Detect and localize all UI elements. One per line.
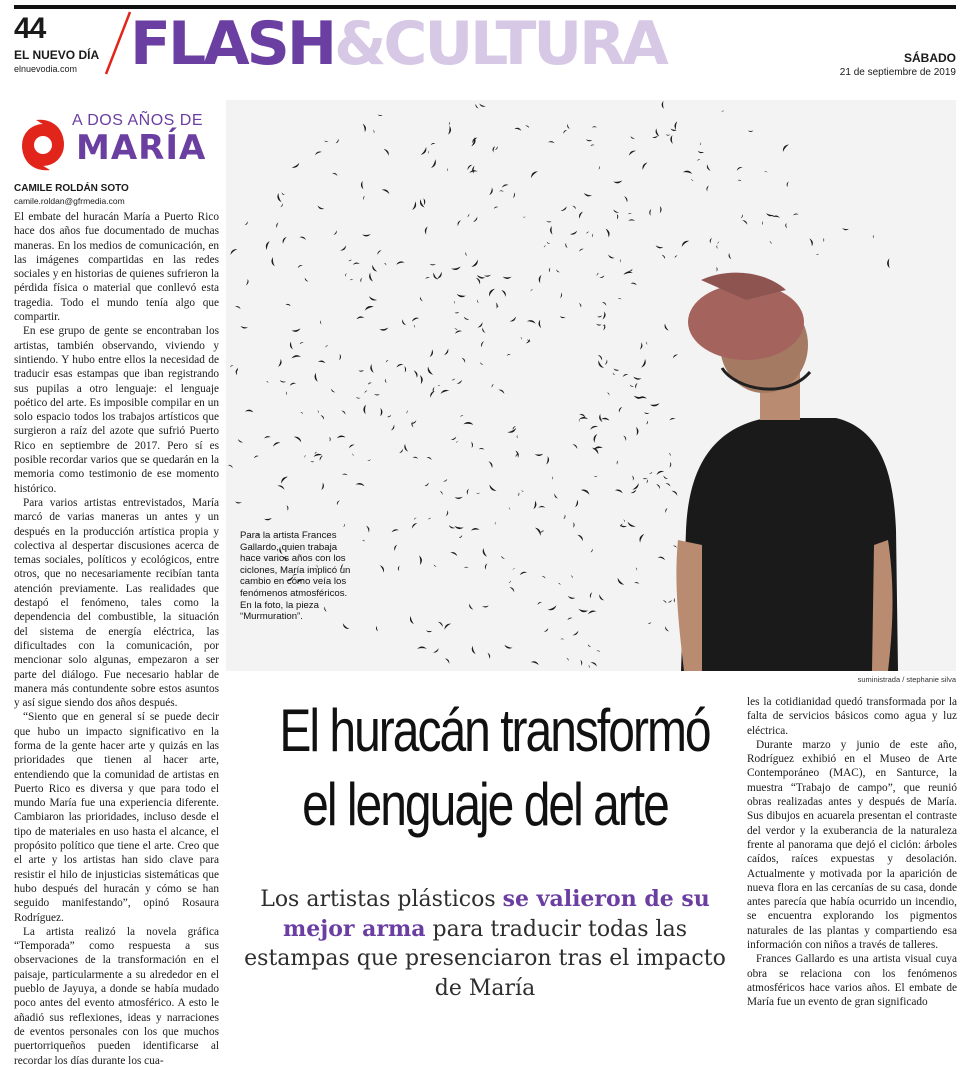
paragraph: Para varios artistas entrevistados, María marcó de varias maneras un antes y un después en la producción artística propia y colectiva al despertar discusiones acerca de temas sociales, políticos y ecológicos, entre otros, que no necesariamente recibían tanta atención previamente. Las realidades que destapó el fenómeno, tales como la dependencia del combustible, la situación del sistema de energía eléctrica, las dificultades con la comunicación, por mencionar solo algunas, empezaron a ser parte del diálogo. Fue necesario hablar de manera más contundente sobre estos asuntos y así sigue siendo dos años después. (14, 496, 219, 710)
page-number: 44 (14, 12, 46, 45)
paragraph: Durante marzo y junio de este año, Rodríguez exhibió en el Museo de Arte Contemporáneo (MAC), en Santurce, la muestra “Trabajo de campo”, que reunió obras realizadas antes y después de María. Sus dibujos en acuarela presentan el contraste del verdor y la exuberancia de la naturaleza frente al panorama que dejó el ciclón: árboles caídos, raíces expuestas y desolación. Actualmente y motivada por la aparición de nueva flora en las cercanías de su casa, donde antes parecía que había ocurrido un incendio, se encuentra explorando los pigmentos naturales de las plantas y compartiendo esa información con niños a través de talleres. (747, 738, 957, 952)
article-column-1 (14, 210, 219, 1067)
paragraph: les la cotidianidad quedó transformada por la falta de servicios básicos como agua y luz eléctrica. (747, 696, 957, 737)
issue-day: SÁBADO (903, 51, 956, 65)
photo-credit: suministrada / stephanie silva (857, 675, 956, 684)
section-title-flash: FLASH (130, 9, 335, 79)
paragraph: La artista realizó la novela gráfica “Temporada” como respuesta a sus observaciones de la transformación en el paisaje, particularmente a su alrededor en el pueblo de Jayuya, a donde se había mudado poco antes del evento atmosférico. A esto le añadió sus reflexiones, ideas y narraciones de eventos personales con los que muchos puertorriqueños pueden identificarse al recordar los días durante los cua- (14, 925, 219, 1067)
headline-line-1: El huracán transformó (279, 697, 710, 764)
headline (279, 694, 710, 842)
deck-text-2: para traducir todas las estampas que presenciaron tras el impacto de María (244, 916, 726, 1001)
newspaper-name: EL NUEVO DÍA (14, 48, 100, 62)
series-logo-line2: MARÍA (76, 128, 207, 168)
paragraph: “Siento que en general sí se puede decir que hubo un impacto significativo en la forma de la gente hacer arte y quizás en las prioridades que tienen al hacer arte, entendiendo que la comunidad de artistas en Puerto Rico es diversa y que para todo el mundo María fue una experiencia diferente. Cambiaron las prioridades, incluso desde el tipo de materiales en uso hasta el alcance, el propósito político que tiene el arte. Creo que el arte y los artistas han sido clave para resistir el hilo de injusticias sistemáticas que hubo después del huracán y cómo se han seguido manifestando”, opinó Rosaura Rodríguez. (14, 711, 219, 924)
article-column-3 (747, 695, 957, 1010)
series-logo-line1: A DOS AÑOS DE (72, 112, 203, 129)
issue-date: 21 de septiembre de 2019 (839, 67, 956, 78)
paragraph: El embate del huracán María a Puerto Rico hace dos años fue documentado de muchas maneras. En los medios de comunicación, en las imágenes compartidas en las redes sociales y en historias de quienes sufrieron la pérdida física o material que conllevó esta tragedia. Todo el mundo tenía algo que compartir. (14, 211, 219, 324)
author-name: CAMILE ROLDÁN SOTO (14, 183, 129, 194)
paragraph: En ese grupo de gente se encontraban los artistas, también observando, viviendo y sintiendo. Y hubo entre ellos la necesidad de traducir esas estampas que iban registrando sus pupilas a otro lenguaje: el lenguaje poético del arte. Es imposible compilar en un solo espacio todos los trabajos artísticos que surgieron a raíz del azote que sufrió Puerto Rico en septiembre de 2017. Pero sí es posible recordar varios que se quedarán en la memoria como testimonio de ese momento histórico. (14, 325, 219, 495)
section-title (130, 8, 666, 80)
photo-caption: Para la artista Frances Gallardo, quien trabaja hace varios años con los ciclones, María implicó un cambio en cómo veía los fenómenos atmosféricos. En la foto, la pieza “Murmuration”. (240, 530, 351, 623)
section-title-cultura: &CULTURA (334, 9, 666, 79)
hurricane-icon (12, 112, 74, 174)
deck (228, 885, 742, 1003)
deck-text-1: Los artistas plásticos (260, 887, 503, 912)
series-logo (12, 108, 217, 174)
author-email[interactable]: camile.roldan@gfrmedia.com (14, 196, 125, 206)
paragraph: Frances Gallardo es una artista visual cuya obra se relaciona con los fenómenos atmosféricos hace varios años. El embate de María fue un evento de gran significado (747, 953, 957, 1009)
headline-line-2: el lenguaje del arte (302, 771, 668, 838)
website[interactable]: elnuevodia.com (14, 64, 78, 74)
deck-highlight: se valieron de su mejor arma (283, 886, 710, 942)
